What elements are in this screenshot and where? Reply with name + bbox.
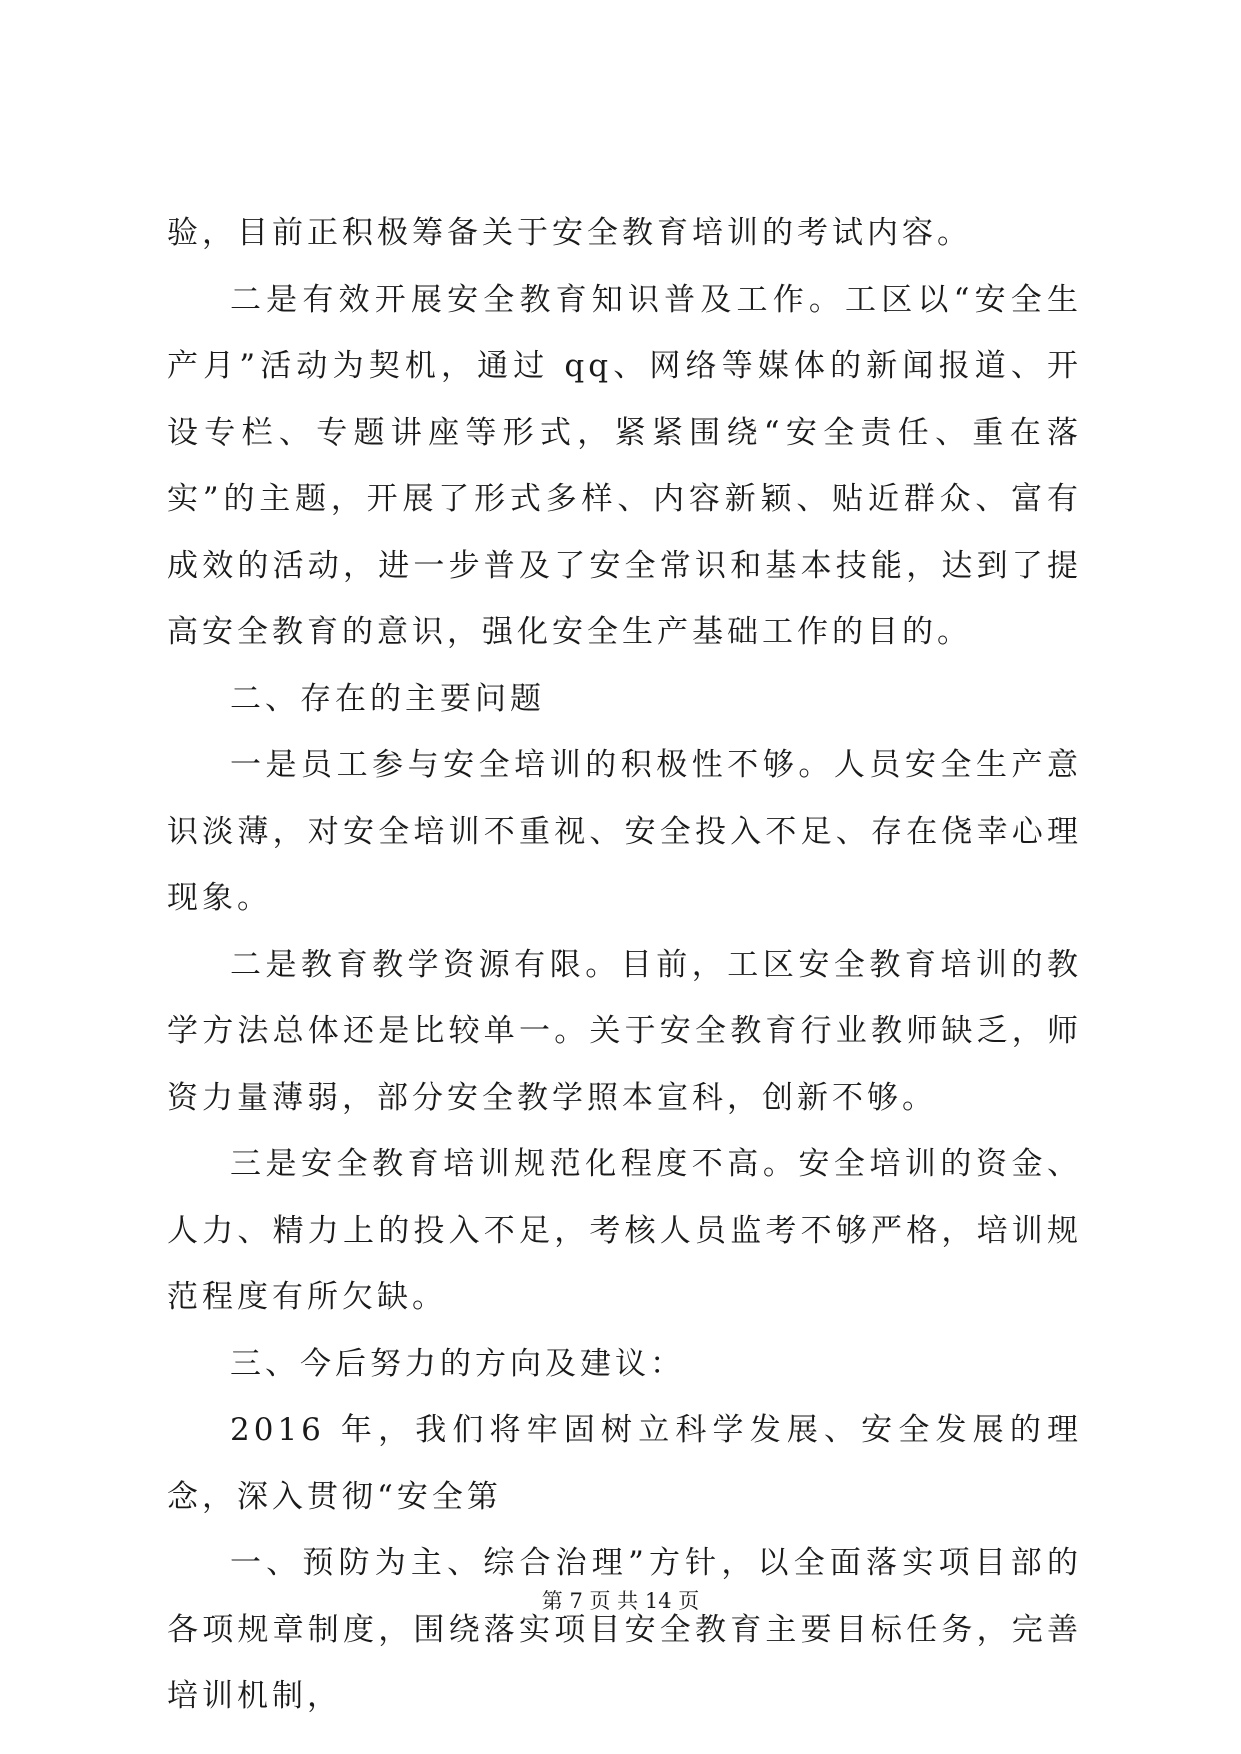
paragraph-problem-three: 三是安全教育培训规范化程度不高。安全培训的资金、人力、精力上的投入不足，考核人员监考不够严格，培训规范程度有所欠缺。 [167,1146,1082,1315]
paragraph-2016-plan: 2016 年，我们将牢固树立科学发展、安全发展的理念，深入贯彻“安全第 [167,1412,1082,1515]
paragraph-safety-knowledge: 二是有效开展安全教育知识普及工作。工区以“安全生产月”活动为契机，通过 qq、网络等媒体的新闻报道、开设专栏、专题讲座等形式，紧紧围绕“安全责任、重在落实”的主题，开展了形式多样、内容新颖、贴近群众、富有成效的活动，进一步普及了安全常识和基本技能，达到了提高安全教育的意识，强化安全生产基础工作的目的。 [167,281,1082,650]
paragraph-problem-one: 一是员工参与安全培训的积极性不够。人员安全生产意识淡薄，对安全培训不重视、安全投入不足、存在侥幸心理现象。 [167,747,1082,916]
paragraph-policy: 一、预防为主、综合治理”方针，以全面落实项目部的各项规章制度，围绕落实项目安全教育主要目标任务，完善培训机制， [167,1545,1082,1714]
page-number-footer: 第 7 页 共 14 页 [541,1589,700,1613]
paragraph-continuation: 验，目前正积极筹备关于安全教育培训的考试内容。 [167,215,972,251]
section-heading-problems: 二、存在的主要问题 [230,680,545,717]
document-body [167,200,1082,1730]
paragraph-problem-two: 二是教育教学资源有限。目前，工区安全教育培训的教学方法总体还是比较单一。关于安全教育行业教师缺乏，师资力量薄弱，部分安全教学照本宣科，创新不够。 [167,946,1082,1116]
section-heading-direction: 三、今后努力的方向及建议： [230,1345,685,1382]
